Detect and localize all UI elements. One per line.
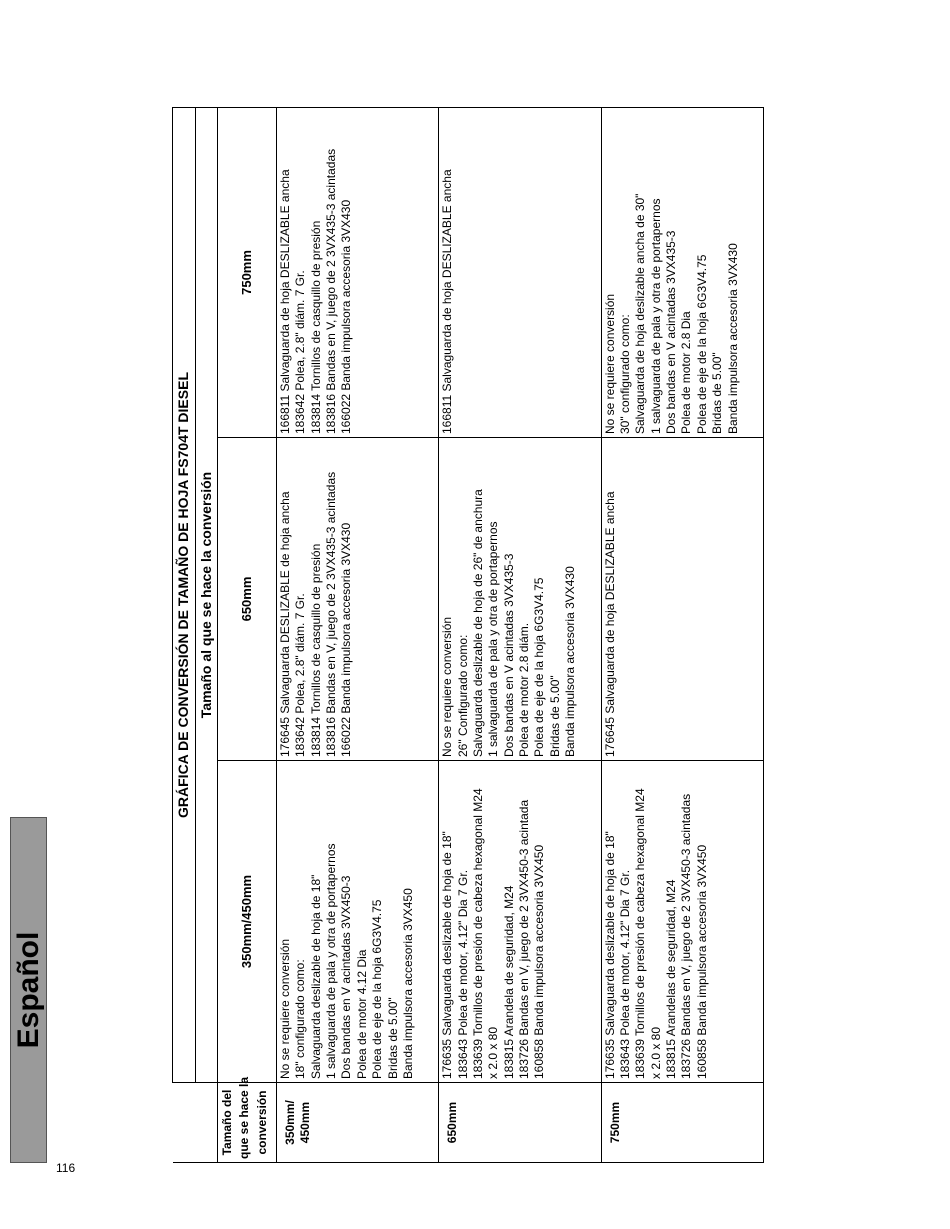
row-label-cell bbox=[277, 1083, 439, 1163]
cell-line: Polea de eje de la hoja 6G3V4.75 bbox=[532, 577, 547, 757]
cell-line: 18" configurado como: bbox=[293, 959, 308, 1079]
cell-line: 30" configurado como: bbox=[618, 314, 633, 434]
cell-line: 166022 Banda impulsora accesoria 3VX430 bbox=[339, 522, 354, 757]
row-header-line: que se hace la bbox=[237, 1076, 252, 1159]
cell-line: Salvaguarda de hoja deslizable ancha de 30" bbox=[633, 193, 648, 434]
table-cell bbox=[277, 107, 439, 437]
table-row bbox=[277, 107, 439, 1162]
row-label-line: 750mm bbox=[607, 1101, 622, 1144]
cell-line: 183639 Tornillos de presión de cabeza hexagonal M24 bbox=[633, 788, 648, 1079]
table-cell bbox=[439, 107, 601, 437]
cell-line: 176645 Salvaguarda de hoja DESLIZABLE ancha bbox=[602, 491, 617, 757]
cell-line: 166811 Salvaguarda de hoja DESLIZABLE ancha bbox=[278, 169, 292, 434]
cell-line: 26" Configurado como: bbox=[455, 634, 470, 757]
table-cell bbox=[601, 438, 763, 761]
row-label-line: 350mm/ bbox=[283, 1100, 297, 1145]
cell-line: 183643 Polea de motor, 4.12" Dia 7 Gr. bbox=[455, 869, 470, 1079]
cell-line: 183726 Bandas en V, juego de 2 3VX450-3 acintada bbox=[517, 799, 532, 1079]
corner-cell bbox=[196, 1083, 218, 1163]
column-header-350-450: 350mm/450mm bbox=[218, 761, 277, 1083]
cell-line: 176635 Salvaguarda deslizable de hoja de 18" bbox=[440, 831, 455, 1079]
cell-line: 183643 Polea de motor, 4.12" Dia 7 Gr. bbox=[618, 869, 633, 1079]
table-title: GRÁFICA DE CONVERSIÓN DE TAMAÑO DE HOJA FS704T DIESEL bbox=[173, 107, 196, 1082]
corner-cell bbox=[173, 1083, 196, 1163]
column-header-750: 750mm bbox=[218, 107, 277, 437]
row-label-cell bbox=[439, 1083, 601, 1163]
cell-line: 183815 Arandelas de seguridad, M24 bbox=[664, 879, 679, 1079]
cell-line: 1 salvaguarda de pala y otra de portapernos bbox=[324, 843, 339, 1079]
cell-line: 183642 Polea, 2.8" diám. 7 Gr. bbox=[293, 593, 308, 757]
conversion-table bbox=[172, 107, 764, 1163]
cell-line: 183726 Bandas en V, juego de 2 3VX450-3 acintadas bbox=[679, 793, 694, 1079]
cell-line: Bridas de 5.00" bbox=[547, 675, 562, 757]
cell-line: 183816 Bandas en V, juego de 2 3VX435-3 acintadas bbox=[324, 471, 339, 757]
cell-line: Polea de eje de la hoja 6G3V4.75 bbox=[694, 254, 709, 434]
cell-line: Polea de motor 2.8 Dia bbox=[679, 311, 694, 434]
cell-line: 160858 Banda impulsora accesoria 3VX450 bbox=[694, 844, 709, 1079]
table-cell bbox=[601, 761, 763, 1083]
table-cell bbox=[277, 761, 439, 1083]
row-label-line: 450mm bbox=[298, 1101, 313, 1144]
cell-line: Salvaguarda deslizable de hoja de 26" de anchura bbox=[471, 489, 486, 757]
cell-line: Polea de motor 4.12 Dia bbox=[354, 949, 369, 1079]
cell-line: No se requiere conversión bbox=[278, 938, 292, 1079]
cell-line: Dos bandas en V acintadas 3VX450-3 bbox=[339, 875, 354, 1079]
cell-line: Banda impulsora accesoria 3VX430 bbox=[563, 566, 578, 757]
cell-line: 183816 Bandas en V, juego de 2 3VX435-3 acintadas bbox=[324, 148, 339, 434]
language-tab-label: Español bbox=[11, 931, 45, 1049]
cell-line: No se requiere conversión bbox=[602, 293, 617, 434]
table-cell bbox=[601, 107, 763, 437]
cell-line: x 2.0 x 80 bbox=[648, 1026, 663, 1079]
cell-line: x 2.0 x 80 bbox=[486, 1026, 501, 1079]
table-row bbox=[439, 107, 601, 1162]
table-row bbox=[601, 107, 763, 1162]
table-cell bbox=[277, 438, 439, 761]
cell-line: Dos bandas en V acintadas 3VX435-3 bbox=[501, 553, 516, 757]
cell-line: 160858 Banda impulsora accesoria 3VX450 bbox=[532, 844, 547, 1079]
cell-line: Polea de motor 2.8 diám. bbox=[517, 622, 532, 757]
column-header-650: 650mm bbox=[218, 438, 277, 761]
cell-line: Banda impulsora accesoria 3VX450 bbox=[400, 888, 415, 1079]
cell-line: 183814 Tornillos de casquillo de presión bbox=[308, 543, 323, 757]
cell-line: Bridas de 5.00" bbox=[385, 997, 400, 1079]
row-header-cell bbox=[218, 1076, 277, 1163]
cell-line: Salvaguarda deslizable de hoja de 18" bbox=[308, 874, 323, 1079]
row-label-line: 650mm bbox=[445, 1101, 460, 1144]
cell-line: 1 salvaguarda de pala y otra de portapernos bbox=[648, 198, 663, 434]
page-number: 116 bbox=[56, 1161, 76, 1175]
row-header-line: Tamaño del bbox=[220, 1089, 234, 1156]
cell-line: 183815 Arandela de seguridad, M24 bbox=[501, 885, 516, 1079]
conversion-chart bbox=[172, 108, 764, 1163]
row-header-line: conversión bbox=[254, 1090, 269, 1155]
cell-line: Polea de eje de la hoja 6G3V4.75 bbox=[370, 899, 385, 1079]
cell-line: 183814 Tornillos de casquillo de presión bbox=[308, 220, 323, 434]
row-label-cell bbox=[601, 1083, 763, 1163]
cell-line: 176635 Salvaguarda deslizable de hoja de 18" bbox=[602, 831, 617, 1079]
table-subtitle: Tamaño al que se hace la conversión bbox=[196, 107, 218, 1082]
language-tab bbox=[10, 817, 47, 1163]
cell-line: Bridas de 5.00" bbox=[710, 352, 725, 434]
cell-line: Dos bandas en V acintadas 3VX435-3 bbox=[664, 230, 679, 434]
cell-line: No se requiere conversión bbox=[440, 616, 455, 757]
table-cell bbox=[439, 761, 601, 1083]
table-cell bbox=[439, 438, 601, 761]
cell-line: 166022 Banda impulsora accesoria 3VX430 bbox=[339, 199, 354, 434]
cell-line: 176645 Salvaguarda DESLIZABLE de hoja ancha bbox=[278, 491, 292, 757]
cell-line: 183642 Polea, 2.8" diám. 7 Gr. bbox=[293, 270, 308, 434]
cell-line: 183639 Tornillos de presión de cabeza hexagonal M24 bbox=[471, 788, 486, 1079]
cell-line: Banda impulsora accesoria 3VX430 bbox=[725, 243, 740, 434]
cell-line: 1 salvaguarda de pala y otra de portapernos bbox=[486, 521, 501, 757]
cell-line: 166811 Salvaguarda de hoja DESLIZABLE ancha bbox=[440, 169, 455, 434]
